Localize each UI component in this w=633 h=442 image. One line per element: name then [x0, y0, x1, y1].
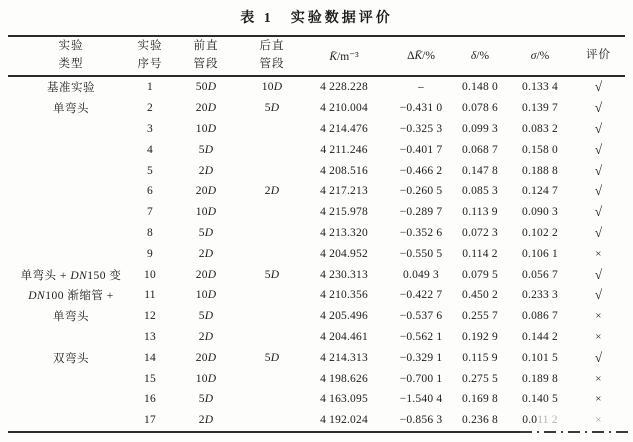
cell-sigma: 0.102 2 [522, 226, 558, 239]
cell-delta: 0.068 7 [462, 143, 498, 156]
cell-delta-kbar: −0.466 2 [399, 164, 443, 177]
fail-mark: × [595, 372, 602, 385]
cell-sigma: 0.106 1 [522, 247, 558, 260]
cell-delta: 0.079 5 [462, 268, 498, 281]
cell-kbar: 4 211.246 [320, 143, 368, 156]
cell-no: 5 [147, 164, 153, 177]
cell-delta-kbar: −0.537 6 [399, 310, 443, 323]
cell-eval [572, 225, 625, 241]
header-rear-pipe: 后直 管段 [259, 40, 285, 70]
pass-mark: √ [594, 266, 603, 282]
cell-no: 8 [147, 226, 153, 239]
cell-sigma: 0.133 4 [522, 81, 558, 94]
table-row [8, 160, 625, 181]
cell-eval [572, 248, 625, 260]
data-table [8, 35, 625, 433]
cell-delta-kbar: −0.700 1 [399, 372, 443, 385]
table-row [8, 98, 625, 119]
cell-sigma: 0.083 2 [522, 122, 558, 135]
cell-front-pipe: 5D [198, 310, 214, 323]
table-row [8, 368, 625, 389]
cell-delta: 0.099 3 [462, 122, 498, 135]
cell-delta-kbar: −0.856 3 [399, 414, 443, 427]
cell-delta-kbar: −0.431 0 [399, 102, 443, 115]
cell-type: DN100 渐缩管 + [28, 290, 114, 303]
pass-mark: √ [594, 79, 603, 95]
cell-front-pipe: 5D [198, 226, 214, 239]
cell-sigma: 0.144 2 [522, 330, 558, 343]
cell-delta-kbar: −0.260 5 [399, 185, 443, 198]
cell-no: 9 [147, 247, 153, 260]
cell-kbar: 4 210.004 [320, 102, 368, 115]
cell-sigma: 0.139 7 [522, 102, 558, 115]
cell-eval [572, 79, 625, 95]
cell-eval [572, 121, 625, 137]
cell-no: 17 [144, 414, 156, 427]
cell-no: 3 [147, 122, 153, 135]
table-row [8, 202, 625, 223]
header-experiment-no: 实验 序号 [137, 40, 163, 70]
table-row [8, 410, 625, 431]
pass-mark: √ [594, 162, 603, 178]
cell-front-pipe: 10D [195, 206, 217, 219]
header-kbar: K̄/m⁻³ [329, 51, 359, 63]
rule-bottom [8, 431, 633, 433]
cell-delta: 0.169 8 [462, 393, 498, 406]
cell-kbar: 4 215.978 [320, 206, 368, 219]
cell-kbar: 4 213.320 [320, 226, 368, 239]
table-row [8, 285, 625, 306]
cell-sigma: 0.189 8 [522, 372, 558, 385]
table-row [8, 264, 625, 285]
cell-sigma: 0.056 7 [522, 268, 558, 281]
cell-front-pipe: 10D [195, 372, 217, 385]
cell-delta-kbar: −1.540 4 [399, 393, 443, 406]
cell-front-pipe: 10D [195, 289, 217, 302]
cell-delta: 0.192 9 [462, 330, 498, 343]
cell-sigma: 0.158 0 [522, 143, 558, 156]
cell-no: 7 [147, 206, 153, 219]
cell-delta: 0.148 0 [462, 81, 498, 94]
cell-delta: 0.078 6 [462, 102, 498, 115]
cell-type: 双弯头 [53, 352, 89, 365]
cell-delta-kbar: −0.562 1 [399, 330, 443, 343]
cell-delta: 0.255 7 [462, 310, 498, 323]
table-row [8, 243, 625, 264]
cell-delta: 0.236 8 [462, 414, 498, 427]
cell-eval [572, 204, 625, 220]
cell-sigma: 0.140 5 [522, 393, 558, 406]
cell-eval [572, 100, 625, 116]
cell-delta: 0.147 8 [462, 164, 498, 177]
cell-delta-kbar: −0.329 1 [399, 351, 443, 364]
cell-no: 15 [144, 372, 156, 385]
pass-mark: √ [594, 183, 603, 199]
header-evaluation: 评价 [586, 49, 611, 62]
cell-eval [572, 183, 625, 199]
cell-rear-pipe: 2D [264, 185, 280, 198]
cell-kbar: 4 204.952 [320, 247, 368, 260]
cell-kbar: 4 214.476 [320, 122, 368, 135]
pass-mark: √ [594, 204, 603, 220]
fail-mark: × [595, 393, 602, 406]
cell-kbar: 4 205.496 [320, 310, 368, 323]
cell-sigma: 0.233 3 [522, 289, 558, 302]
table-row [8, 347, 625, 368]
cell-no: 16 [144, 393, 156, 406]
cell-delta-kbar: −0.422 7 [399, 289, 443, 302]
cell-sigma: 0.011 2 [522, 414, 558, 427]
cell-delta-kbar: – [418, 81, 424, 94]
cell-no: 13 [144, 330, 156, 343]
cell-delta: 0.115 9 [462, 351, 498, 364]
cell-eval [572, 142, 625, 158]
cell-kbar: 4 214.313 [320, 351, 368, 364]
cell-front-pipe: 5D [198, 393, 214, 406]
header-delta-kbar: ΔK̄/% [407, 50, 435, 62]
header-delta: δ/% [470, 50, 490, 62]
pass-mark: √ [594, 120, 603, 136]
cell-no: 4 [147, 143, 153, 156]
cell-kbar: 4 210.356 [320, 289, 368, 302]
cell-eval [572, 163, 625, 179]
table-row [8, 119, 625, 140]
cell-front-pipe: 20D [195, 268, 217, 281]
cell-type: 单弯头 [53, 103, 89, 116]
cell-eval [572, 393, 625, 405]
fail-mark: × [595, 330, 602, 343]
table-row [8, 139, 625, 160]
cell-rear-pipe: 10D [261, 81, 283, 94]
table-row [8, 77, 625, 98]
cell-delta-kbar: −0.401 7 [399, 143, 443, 156]
table-title: 表 1 实验数据评价 [240, 11, 393, 26]
cell-eval [572, 331, 625, 343]
pass-mark: √ [594, 349, 603, 365]
cell-delta-kbar: −0.289 7 [399, 206, 443, 219]
cell-no: 1 [147, 81, 153, 94]
table-row [8, 223, 625, 244]
fail-mark: × [595, 310, 602, 323]
cell-delta-kbar: −0.352 6 [399, 226, 443, 239]
cell-eval [572, 373, 625, 385]
cell-eval [572, 267, 625, 283]
cell-delta: 0.114 2 [462, 247, 498, 260]
cell-front-pipe: 2D [198, 247, 214, 260]
cell-kbar: 4 204.461 [320, 330, 368, 343]
cell-kbar: 4 192.024 [320, 414, 368, 427]
cell-eval [572, 310, 625, 322]
cell-kbar: 4 228.228 [320, 81, 368, 94]
pass-mark: √ [594, 287, 603, 303]
cell-sigma: 0.090 3 [522, 206, 558, 219]
cell-front-pipe: 50D [195, 81, 217, 94]
cell-sigma: 0.101 5 [522, 351, 558, 364]
cell-sigma: 0.124 7 [522, 185, 558, 198]
header-sigma: σ/% [530, 50, 550, 62]
cell-kbar: 4 230.313 [320, 268, 368, 281]
table-header-row [8, 37, 625, 75]
cell-eval [572, 414, 625, 426]
cell-front-pipe: 20D [195, 102, 217, 115]
cell-kbar: 4 163.095 [320, 393, 368, 406]
table-row [8, 389, 625, 410]
cell-no: 14 [144, 351, 156, 364]
cell-eval [572, 287, 625, 303]
cell-type: 单弯头 + DN150 变 [20, 269, 122, 282]
fail-mark: × [595, 414, 602, 427]
cell-front-pipe: 2D [198, 330, 214, 343]
cell-type: 单弯头 [53, 311, 89, 324]
cell-rear-pipe: 5D [264, 268, 280, 281]
cell-delta: 0.085 3 [462, 185, 498, 198]
cell-front-pipe: 20D [195, 185, 217, 198]
table-row [8, 181, 625, 202]
header-front-pipe: 前直 管段 [193, 40, 219, 70]
cell-no: 6 [147, 185, 153, 198]
pass-mark: √ [594, 141, 603, 157]
pass-mark: √ [594, 224, 603, 240]
cell-no: 10 [144, 268, 156, 281]
cell-no: 2 [147, 102, 153, 115]
selection-dash-artifact [520, 431, 633, 433]
table-row [8, 327, 625, 348]
cell-sigma: 0.086 7 [522, 310, 558, 323]
cell-rear-pipe: 5D [264, 351, 280, 364]
cell-kbar: 4 198.626 [320, 372, 368, 385]
cell-front-pipe: 10D [195, 122, 217, 135]
rule-bottom-solid [8, 431, 520, 433]
cell-delta-kbar: −0.325 3 [399, 122, 443, 135]
cell-front-pipe: 5D [198, 143, 214, 156]
cell-delta: 0.275 5 [462, 372, 498, 385]
header-experiment-type: 实验 类型 [58, 40, 84, 70]
table-row [8, 306, 625, 327]
cell-front-pipe: 2D [198, 164, 214, 177]
cell-delta: 0.072 3 [462, 226, 498, 239]
cell-no: 11 [144, 289, 156, 302]
cell-type: 基准实验 [47, 82, 95, 95]
cell-sigma: 0.188 8 [522, 164, 558, 177]
cell-delta: 0.450 2 [462, 289, 498, 302]
cell-delta: 0.113 9 [462, 206, 498, 219]
cell-eval [572, 350, 625, 366]
fail-mark: × [595, 247, 602, 260]
cell-front-pipe: 20D [195, 351, 217, 364]
pass-mark: √ [594, 100, 603, 116]
cell-kbar: 4 208.516 [320, 164, 368, 177]
cell-rear-pipe: 5D [264, 102, 280, 115]
cell-kbar: 4 217.213 [320, 185, 368, 198]
cell-front-pipe: 2D [198, 414, 214, 427]
cell-delta-kbar: −0.550 5 [399, 247, 443, 260]
table-body [8, 77, 625, 431]
cell-delta-kbar: 0.049 3 [403, 268, 439, 281]
cell-no: 12 [144, 310, 156, 323]
